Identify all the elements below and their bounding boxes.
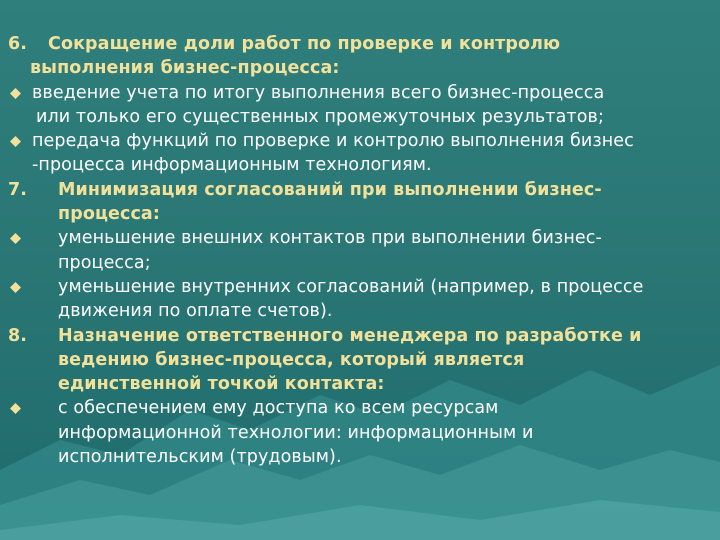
bullet-6b-text-line1: передача функций по проверке и контролю выполнения бизнес	[32, 131, 634, 152]
item-8-title-line2: ведению бизнес-процесса, который является	[58, 349, 525, 370]
item-8-line1	[8, 324, 716, 348]
item-6-number: 6.	[8, 34, 28, 54]
bullet-8a-text-line1: с обеспечением ему доступа ко всем ресурсам	[58, 398, 499, 419]
item-7-number: 7.	[8, 179, 28, 200]
bullet-6b-line1	[8, 129, 716, 153]
bullet-6a-line2	[8, 105, 716, 129]
item-8-line3	[8, 372, 716, 396]
item-8-title-line1: Назначение ответственного менеджера по разработке и	[58, 325, 642, 346]
bullet-7a-line2	[8, 251, 716, 275]
item-6-title-line1: Сокращение доли работ по проверке и контролю	[48, 34, 561, 54]
bullet-7a-text-line2: процесса;	[58, 252, 151, 273]
slide-content	[8, 32, 716, 469]
item-6-line2	[8, 56, 716, 80]
diamond-bullet-icon	[10, 233, 21, 244]
diamond-bullet-icon	[10, 88, 21, 99]
bullet-7b-text-line2: движения по оплате счетов).	[58, 301, 333, 322]
item-7-line1	[8, 178, 716, 202]
item-6-line1	[8, 32, 716, 56]
bullet-6a-text-line2: или только его существенных промежуточных результатов;	[36, 106, 604, 127]
diamond-bullet-icon	[10, 403, 21, 414]
bullet-7a-line1	[8, 226, 716, 250]
bullet-7b-line2	[8, 299, 716, 323]
bullet-8a-text-line2: информационной технологии: информационным и	[58, 422, 534, 443]
diamond-bullet-icon	[10, 282, 21, 293]
bullet-8a-line1	[8, 396, 716, 420]
item-7-line2	[8, 202, 716, 226]
bullet-7b-line1	[8, 275, 716, 299]
bullet-6b-line2	[8, 153, 716, 177]
bullet-6b-text-line2: -процесса информационным технологиям.	[32, 155, 432, 176]
bullet-7b-text-line1: уменьшение внутренних согласований (например, в процессе	[58, 276, 644, 297]
bullet-8a-line2	[8, 421, 716, 445]
item-6-title-line2: выполнения бизнес-процесса:	[30, 58, 340, 79]
item-8-title-line3: единственной точкой контакта:	[58, 374, 385, 395]
diamond-bullet-icon	[10, 136, 21, 147]
bullet-6a-line1	[8, 81, 716, 105]
item-7-title-line1: Минимизация согласований при выполнении бизнес-	[58, 179, 602, 200]
bullet-8a-line3	[8, 445, 716, 469]
item-8-number: 8.	[8, 325, 28, 346]
bullet-6a-text-line1: введение учета по итогу выполнения всего бизнес-процесса	[32, 82, 605, 103]
bullet-8a-text-line3: исполнительским (трудовым).	[58, 447, 342, 468]
item-8-line2	[8, 348, 716, 372]
item-7-title-line2: процесса:	[58, 204, 160, 225]
bullet-7a-text-line1: уменьшение внешних контактов при выполнении бизнес-	[58, 228, 602, 249]
